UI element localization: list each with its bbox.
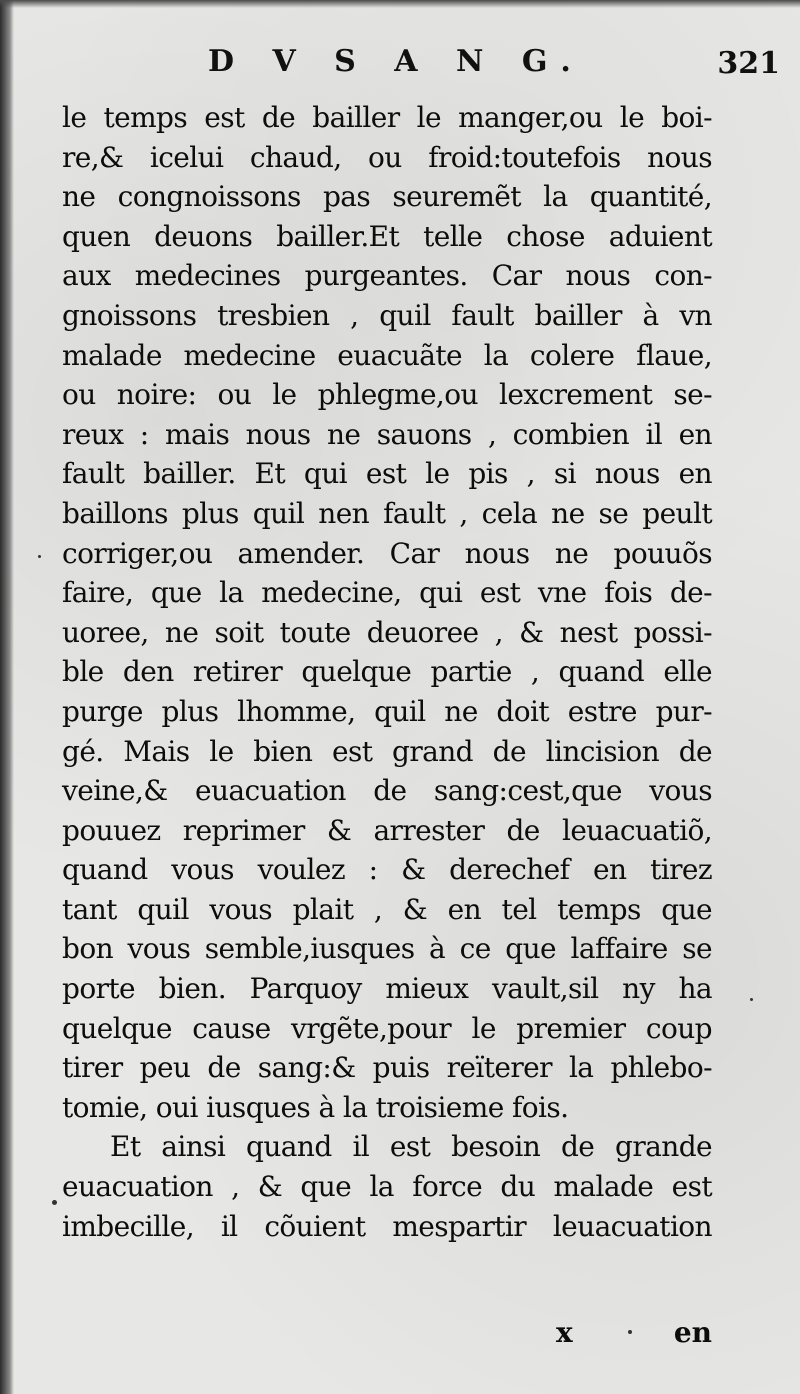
text-line: purge plus lhomme, quil ne doit estre pur- — [62, 694, 712, 728]
text-line: tant quil vous plait , & en tel temps que — [62, 892, 712, 926]
running-head: D V S A N G. — [208, 44, 585, 79]
ink-speck — [628, 1330, 632, 1334]
page-top-shadow — [0, 0, 800, 8]
text-line: ble den retirer quelque partie , quand elle — [62, 655, 712, 689]
text-line: quelque cause vrgẽte,pour le premier coup — [62, 1011, 712, 1045]
page-number: 321 — [717, 46, 780, 81]
text-line: baillons plus quil nen fault , cela ne se peult — [62, 496, 712, 530]
text-line: veine,& euacuation de sang:cest,que vous — [62, 774, 712, 808]
text-line: gnoissons tresbien , quil fault bailler à vn — [62, 298, 712, 332]
text-line: reux : mais nous ne sauons , combien il en — [62, 417, 712, 451]
text-line: euacuation , & que la force du malade est — [62, 1170, 712, 1204]
catchword: en — [673, 1316, 712, 1349]
signature-mark: x — [556, 1316, 573, 1349]
text-line: quand vous voulez : & derechef en tirez — [62, 853, 712, 887]
text-line: ou noire: ou le phlegme,ou lexcrement se- — [62, 378, 712, 412]
text-line: fault bailler. Et qui est le pis , si nous en — [62, 457, 712, 491]
text-line: bon vous semble,iusques à ce que laffaire se — [62, 932, 712, 966]
text-line: porte bien. Parquoy mieux vault,sil ny ha — [62, 972, 712, 1006]
text-line: ne congnoissons pas seuremẽt la quantité, — [62, 180, 712, 214]
text-line: re,& icelui chaud, ou froid:toutefois nous — [62, 140, 712, 174]
text-line: tirer peu de sang:& puis reïterer la phlebo- — [62, 1051, 712, 1085]
text-line: imbecille, il cõuient mespartir leuacuation — [62, 1209, 712, 1243]
ink-speck — [750, 998, 753, 1001]
ink-speck — [52, 1200, 57, 1205]
text-line: gé. Mais le bien est grand de lincision de — [62, 734, 712, 768]
text-line-paragraph-start: Et ainsi quand il est besoin de grande — [110, 1130, 712, 1164]
page-footer — [62, 1316, 712, 1356]
ink-speck — [38, 555, 41, 558]
text-line: le temps est de bailler le manger,ou le boi- — [62, 101, 712, 134]
page-header — [60, 44, 780, 92]
text-line: aux medecines purgeantes. Car nous con- — [62, 259, 712, 293]
text-line: corriger,ou amender. Car nous ne pouuõs — [62, 536, 712, 570]
text-line: malade medecine euacuãte la colere flaue, — [62, 338, 712, 372]
page-binding-shadow — [0, 0, 14, 1394]
text-line: quen deuons bailler.Et telle chose aduient — [62, 219, 712, 253]
text-line: pouuez reprimer & arrester de leuacuatiõ, — [62, 813, 712, 847]
text-line: uoree, ne soit toute deuoree , & nest possi- — [62, 615, 712, 649]
body-text — [62, 98, 712, 1246]
text-line-paragraph-end: tomie, oui iusques à la troisieme fois. — [62, 1090, 569, 1124]
text-line: faire, que la medecine, qui est vne fois de- — [62, 576, 712, 610]
